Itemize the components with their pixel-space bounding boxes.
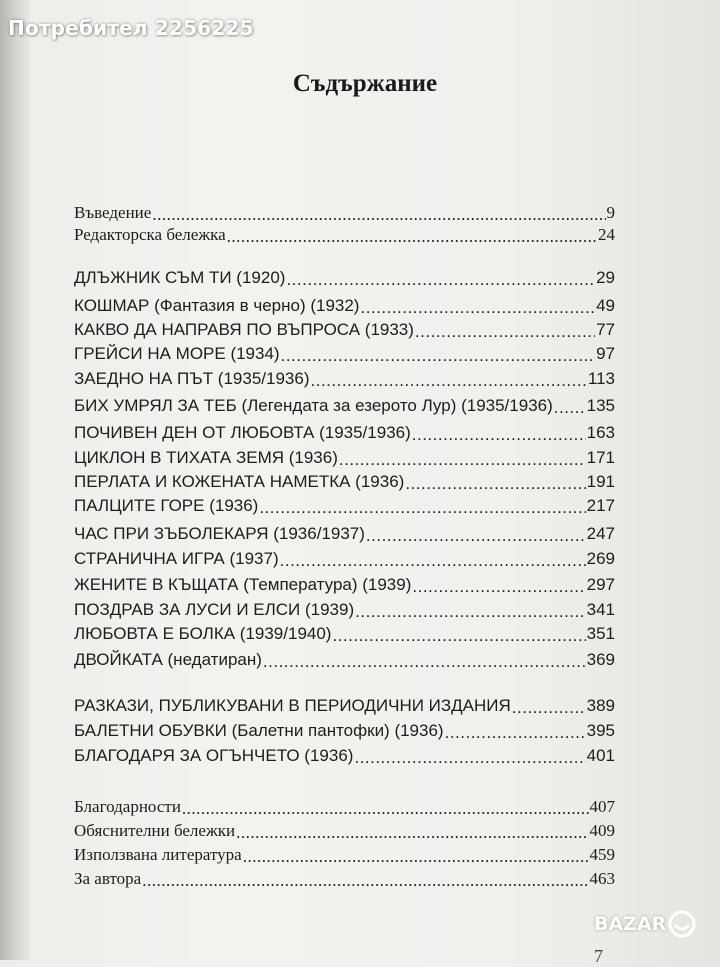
smile-icon	[668, 910, 696, 938]
toc-entry-title: ПАЛЦИТЕ ГОРЕ (1936)	[74, 496, 259, 515]
toc-entry-title: ДЛЪЖНИК СЪМ ТИ (1920)	[74, 268, 286, 287]
toc-entry-title: ЖЕНИТЕ В КЪЩАТА (Температура) (1939)	[74, 575, 412, 594]
toc-entry-periodical	[74, 746, 615, 766]
toc-entry-title: ЧАС ПРИ ЗЪБОЛЕКАРЯ (1936/1937)	[74, 524, 365, 543]
toc-entry-title: Благодарности	[74, 797, 181, 816]
toc-entry-story	[74, 396, 615, 416]
toc-entry-title: ДВОЙКАТА (недатиран)	[74, 650, 262, 669]
toc-entry-page: 135	[586, 396, 615, 415]
toc-entry-page: 351	[586, 624, 615, 643]
toc-entry-page: 171	[586, 448, 615, 467]
toc-entry-page: 463	[589, 869, 615, 888]
page-title: Съдържание	[292, 70, 438, 97]
toc-entry-notes	[74, 821, 615, 841]
toc-entry-story	[74, 296, 615, 316]
toc-entry-acknowledgements	[74, 797, 615, 817]
toc-entry-title: ПОЗДРАВ ЗА ЛУСИ И ЕЛСИ (1939)	[74, 600, 355, 619]
book-spine-shadow	[0, 0, 30, 960]
toc-entry-story	[74, 600, 615, 620]
toc-entry-periodical	[74, 696, 615, 716]
toc-entry-title: КАКВО ДА НАПРАВЯ ПО ВЪПРОСА (1933)	[74, 320, 414, 339]
toc-entry-title: БИХ УМРЯЛ ЗА ТЕБ (Легендата за езерото Лур) (1935/1936)	[74, 396, 553, 415]
toc-entry-title: ЗАЕДНО НА ПЪТ (1935/1936)	[74, 369, 310, 388]
toc-entry-story	[74, 448, 615, 468]
toc-entry-title: БЛАГОДАРЯ ЗА ОГЪНЧЕТО (1936)	[74, 746, 354, 765]
toc-entry-page: 401	[586, 746, 615, 765]
toc-entry-page: 407	[589, 797, 615, 816]
toc-entry-about-author	[74, 869, 615, 889]
toc-entry-story	[74, 575, 615, 595]
toc-entry-periodical	[74, 721, 615, 741]
toc-entry-story	[74, 549, 615, 569]
toc-entry-page: 217	[586, 496, 615, 515]
toc-entry-title: ПЕРЛАТА И КОЖЕНАТА НАМЕТКА (1936)	[74, 472, 405, 491]
toc-entry-page: 369	[586, 650, 615, 669]
toc-entry-page: 9	[606, 203, 615, 222]
toc-entry-introduction	[74, 203, 615, 223]
toc-entry-story	[74, 624, 615, 644]
toc-entry-title: За автора	[74, 869, 142, 888]
toc-entry-story	[74, 423, 615, 443]
toc-entry-page: 409	[589, 821, 615, 840]
toc-entry-story	[74, 650, 615, 670]
page-number: 7	[594, 946, 603, 966]
toc-entry-page: 459	[589, 845, 615, 864]
toc-entry-page: 24	[598, 225, 615, 244]
toc-entry-title: Въведение	[74, 203, 152, 222]
toc-entry-editor-note	[74, 225, 615, 245]
bazar-logo	[594, 910, 696, 938]
toc-entry-story	[74, 369, 615, 389]
toc-entry-page: 389	[586, 696, 615, 715]
toc-entry-story	[74, 524, 615, 544]
toc-entry-title: Използвана литература	[74, 845, 242, 864]
toc-entry-title: БАЛЕТНИ ОБУВКИ (Балетни пантофки) (1936)	[74, 721, 444, 740]
toc-entry-title: КОШМАР (Фантазия в черно) (1932)	[74, 296, 360, 315]
toc-entry-story	[74, 496, 615, 516]
toc-entry-title: ЦИКЛОН В ТИХАТА ЗЕМЯ (1936)	[74, 448, 338, 467]
toc-entry-page: 269	[586, 549, 615, 568]
user-watermark: Потребител 2256225	[8, 16, 254, 40]
toc-entry-page: 341	[586, 600, 615, 619]
toc-entry-story	[74, 320, 615, 340]
toc-entry-page: 191	[586, 472, 615, 491]
toc-entry-title: СТРАНИЧНА ИГРА (1937)	[74, 549, 279, 568]
toc-entry-page: 97	[596, 344, 615, 363]
toc-entry-title: ГРЕЙСИ НА МОРЕ (1934)	[74, 344, 280, 363]
toc-entry-story	[74, 472, 615, 492]
toc-entry-page: 49	[596, 296, 615, 315]
bazar-logo-text: BAZAR	[594, 913, 667, 935]
toc-entry-page: 113	[587, 369, 615, 388]
toc-entry-page: 395	[586, 721, 615, 740]
toc-entry-page: 247	[586, 524, 615, 543]
toc-entry-title: Редакторска бележка	[74, 225, 226, 244]
toc-entry-page: 77	[596, 320, 615, 339]
toc-entry-title: ЛЮБОВТА Е БОЛКА (1939/1940)	[74, 624, 332, 643]
toc-entry-title: РАЗКАЗИ, ПУБЛИКУВАНИ В ПЕРИОДИЧНИ ИЗДАНИЯ	[74, 696, 511, 715]
toc-entry-page: 163	[586, 423, 615, 442]
toc-entry-bibliography	[74, 845, 615, 865]
toc-entry-title: ПОЧИВЕН ДЕН ОТ ЛЮБОВТА (1935/1936)	[74, 423, 411, 442]
toc-entry-page: 297	[586, 575, 615, 594]
toc-entry-story	[74, 268, 615, 288]
toc-entry-title: Обяснителни бележки	[74, 821, 236, 840]
toc-entry-page: 29	[596, 268, 615, 287]
toc-entry-story	[74, 344, 615, 364]
